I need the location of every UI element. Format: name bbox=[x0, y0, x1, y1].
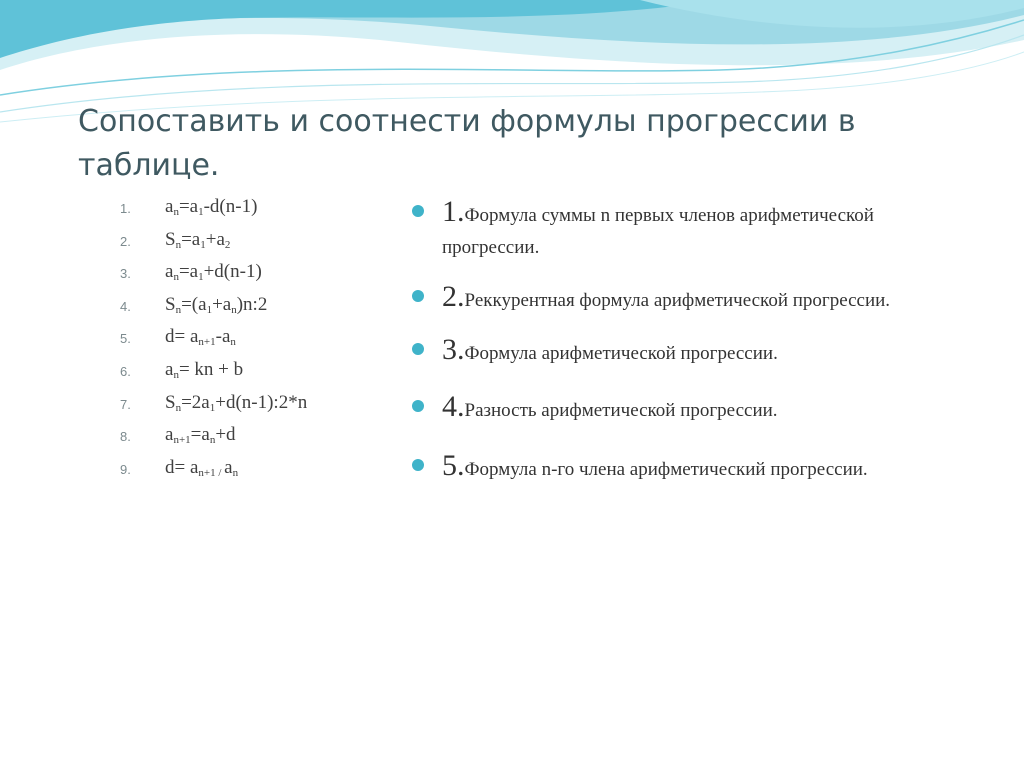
formula-text: -a bbox=[215, 326, 231, 348]
formula-text: =a bbox=[190, 424, 210, 446]
formula-number: 4. bbox=[120, 298, 131, 314]
formula-subscript: n bbox=[175, 303, 182, 316]
formula-text: a bbox=[165, 196, 174, 217]
formula-subscript: n bbox=[231, 303, 237, 316]
formula-text: a bbox=[165, 358, 174, 380]
formula-subscript: 1 bbox=[198, 271, 204, 284]
formula-text: +a bbox=[212, 293, 232, 315]
formula-text: =a bbox=[178, 196, 199, 217]
formula-item bbox=[120, 257, 420, 290]
bullet-icon bbox=[412, 343, 424, 355]
description-item bbox=[412, 390, 932, 427]
description-item bbox=[412, 280, 932, 317]
formula-subscript: 1 bbox=[198, 206, 204, 218]
formula-text: d= a bbox=[165, 326, 199, 348]
formula-number: 2. bbox=[120, 233, 131, 249]
formula-item bbox=[120, 225, 420, 258]
bullet-icon bbox=[412, 290, 424, 302]
formula-expression bbox=[165, 290, 267, 316]
formula-text: a bbox=[224, 456, 233, 478]
formula-subscript: n bbox=[230, 336, 236, 349]
formula-item bbox=[120, 453, 420, 486]
bullet-icon bbox=[412, 459, 424, 471]
formula-number: 8. bbox=[120, 429, 131, 445]
formula-subscript: n bbox=[175, 238, 182, 251]
formula-number: 6. bbox=[120, 363, 131, 379]
formula-expression bbox=[165, 257, 262, 283]
formula-text: = kn + b bbox=[178, 358, 244, 380]
formula-number: 7. bbox=[120, 396, 131, 412]
formula-number: 5. bbox=[120, 331, 131, 347]
formula-text: +a bbox=[205, 228, 225, 250]
description-text: Формула арифметической прогрессии. bbox=[464, 343, 778, 364]
formula-text: +d(n-1) bbox=[203, 261, 262, 283]
formula-item bbox=[120, 388, 420, 421]
formula-number: 3. bbox=[120, 266, 131, 282]
formula-number: 1. bbox=[120, 201, 131, 216]
formula-list bbox=[120, 192, 420, 485]
bullet-icon bbox=[412, 205, 424, 217]
formula-subscript: n bbox=[209, 434, 216, 447]
description-item bbox=[412, 333, 932, 370]
formula-subscript: n bbox=[173, 271, 179, 284]
formula-text: =a bbox=[181, 228, 201, 250]
description-number: 3. bbox=[442, 333, 465, 366]
formula-subscript: 2 bbox=[224, 238, 231, 251]
formula-expression bbox=[165, 225, 230, 251]
slide-title: Сопоставить и соотнести формулы прогрессии в таблице. bbox=[78, 104, 856, 183]
formula-subscript: n+1 / bbox=[198, 466, 225, 479]
formula-subscript: n bbox=[232, 466, 239, 479]
formula-text: )n:2 bbox=[236, 293, 268, 315]
description-text: Реккурентная формула арифметической прогрессии. bbox=[464, 290, 891, 311]
description-item bbox=[412, 449, 932, 486]
description-item bbox=[412, 195, 932, 264]
formula-subscript: 1 bbox=[209, 401, 216, 414]
formula-subscript: n bbox=[173, 206, 179, 218]
formula-text: d= a bbox=[165, 456, 199, 478]
formula-text: -d(n-1) bbox=[203, 196, 258, 217]
formula-text: =(a bbox=[181, 293, 207, 315]
formula-text: S bbox=[165, 391, 176, 413]
description-number: 4. bbox=[442, 390, 465, 423]
formula-expression bbox=[165, 388, 307, 414]
description-text: Разность арифметической прогрессии. bbox=[464, 400, 778, 421]
formula-subscript: n+1 bbox=[198, 336, 216, 349]
formula-text: =a bbox=[178, 261, 199, 283]
formula-subscript: 1 bbox=[200, 238, 206, 251]
formula-text: +d(n-1):2*n bbox=[215, 391, 308, 413]
bullet-icon bbox=[412, 400, 424, 412]
description-list bbox=[412, 195, 932, 486]
formula-subscript: n+1 bbox=[173, 434, 191, 447]
description-text: Формула n-го члена арифметический прогрессии. bbox=[464, 459, 868, 480]
formula-text: a bbox=[165, 261, 174, 283]
formula-expression bbox=[165, 355, 243, 381]
description-text: Формула суммы n первых членов арифметической прогрессии. bbox=[442, 205, 874, 258]
formula-expression bbox=[165, 322, 236, 348]
description-number: 1. bbox=[442, 195, 465, 228]
formula-item bbox=[120, 322, 420, 355]
formula-text: S bbox=[165, 293, 176, 315]
formula-text: a bbox=[165, 424, 174, 446]
formula-subscript: n bbox=[173, 368, 179, 381]
formula-text: +d bbox=[215, 424, 236, 446]
formula-text: S bbox=[165, 228, 176, 250]
formula-item bbox=[120, 192, 420, 225]
formula-text: =2a bbox=[181, 391, 210, 413]
formula-expression bbox=[165, 453, 238, 479]
formula-item bbox=[120, 290, 420, 323]
formula-subscript: n bbox=[175, 401, 182, 414]
formula-number: 9. bbox=[120, 461, 131, 477]
description-number: 2. bbox=[442, 280, 465, 313]
formula-item bbox=[120, 420, 420, 453]
description-number: 5. bbox=[442, 449, 465, 482]
formula-expression bbox=[165, 192, 257, 218]
formula-expression bbox=[165, 420, 236, 446]
formula-subscript: 1 bbox=[206, 303, 213, 316]
formula-item bbox=[120, 355, 420, 388]
